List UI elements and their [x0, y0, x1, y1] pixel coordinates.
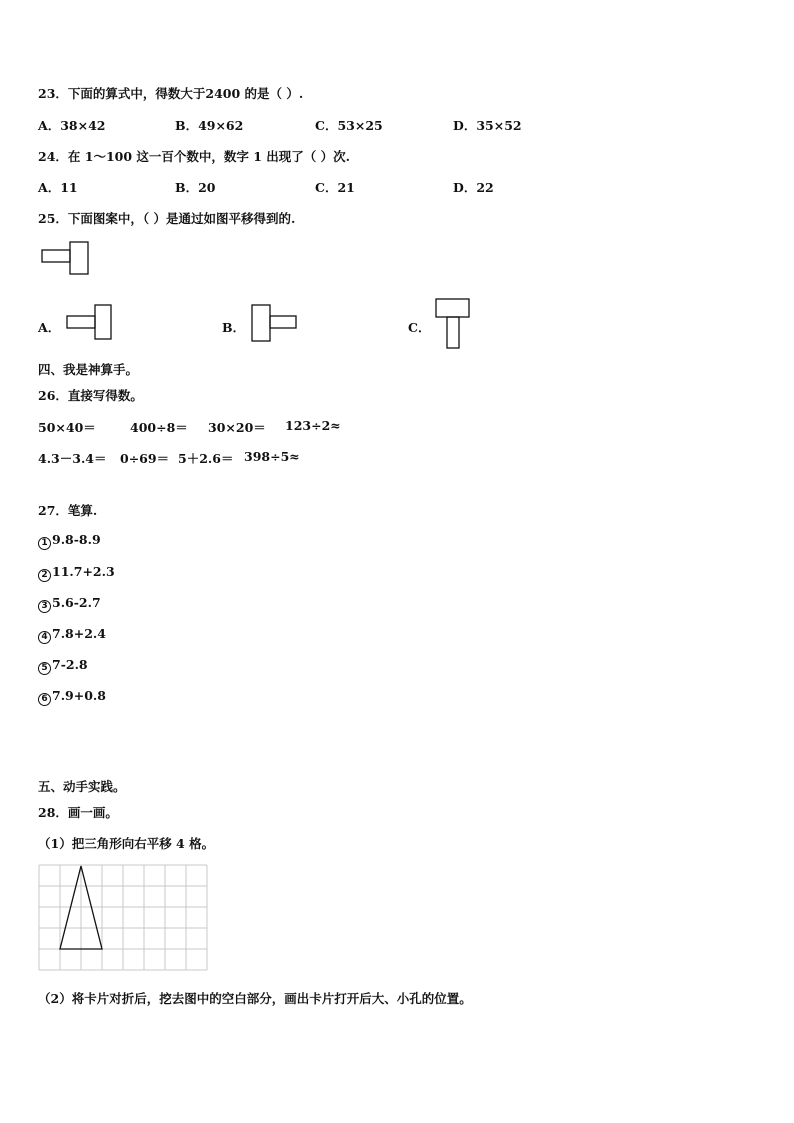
q25-option-c-figure[interactable]	[434, 296, 474, 352]
q23-option-a[interactable]: A．38×42	[38, 118, 106, 133]
q26-item: 50×40＝	[38, 420, 96, 435]
question-27-stem: 27．笔算.	[38, 503, 98, 518]
q27-item-4	[38, 626, 106, 644]
circled-number: 2	[38, 569, 51, 582]
question-25-stem: 25．下面图案中，（ ）是通过如图平移得到的.	[38, 211, 296, 226]
question-24-stem: 24．在 1～100 这一百个数中，数字 1 出现了（ ）次.	[38, 149, 350, 164]
q23-option-b[interactable]: B．49×62	[175, 118, 244, 133]
q26-item: 30×20＝	[208, 420, 266, 435]
q25-reference-figure	[40, 240, 100, 276]
question-23-stem: 23．下面的算式中，得数大于2400 的是（ ）.	[38, 86, 304, 101]
question-26-stem: 26．直接写得数。	[38, 388, 143, 403]
q28-part-2: （2）将卡片对折后，挖去图中的空白部分，画出卡片打开后大、小孔的位置。	[38, 991, 472, 1006]
q27-expression: 9.8-8.9	[52, 532, 101, 547]
q27-item-1	[38, 532, 101, 550]
question-28-stem: 28．画一画。	[38, 805, 118, 820]
circled-number: 4	[38, 631, 51, 644]
q23-option-d[interactable]: D．35×52	[453, 118, 522, 133]
q27-item-5	[38, 657, 88, 675]
q25-option-b-label[interactable]: B．	[222, 320, 246, 335]
q27-expression: 7-2.8	[52, 657, 88, 672]
q26-item: 4.3－3.4＝	[38, 451, 107, 466]
section-4-title: 四、我是神算手。	[38, 362, 139, 377]
circled-number: 5	[38, 662, 51, 675]
q27-item-2	[38, 564, 115, 582]
q26-item: 400÷8＝	[130, 420, 188, 435]
q27-item-3	[38, 595, 101, 613]
circled-number: 3	[38, 600, 51, 613]
q24-option-b[interactable]: B．20	[175, 180, 216, 195]
q25-option-a-figure[interactable]	[65, 302, 125, 342]
q28-part-1: （1）把三角形向右平移 4 格。	[38, 836, 215, 851]
q23-option-c[interactable]: C．53×25	[315, 118, 383, 133]
q25-option-b-figure[interactable]	[250, 302, 310, 342]
q24-option-a[interactable]: A．11	[38, 180, 78, 195]
q27-expression: 7.9+0.8	[52, 688, 106, 703]
q27-item-6	[38, 688, 106, 706]
grid-paper[interactable]	[38, 864, 208, 972]
q26-item: 0÷69＝	[120, 451, 170, 466]
q24-option-c[interactable]: C．21	[315, 180, 355, 195]
circled-number: 6	[38, 693, 51, 706]
q27-expression: 11.7+2.3	[52, 564, 115, 579]
section-5-title: 五、动手实践。	[38, 779, 126, 794]
q25-option-c-label[interactable]: C．	[408, 320, 431, 335]
q27-expression: 5.6-2.7	[52, 595, 101, 610]
q26-item: 5＋2.6＝	[178, 451, 234, 466]
q24-option-d[interactable]: D．22	[453, 180, 494, 195]
q25-option-a-label[interactable]: A．	[38, 320, 61, 335]
q27-expression: 7.8+2.4	[52, 626, 106, 641]
circled-number: 1	[38, 537, 51, 550]
q26-item: 123÷2≈	[285, 418, 341, 433]
q26-item: 398÷5≈	[244, 449, 300, 464]
